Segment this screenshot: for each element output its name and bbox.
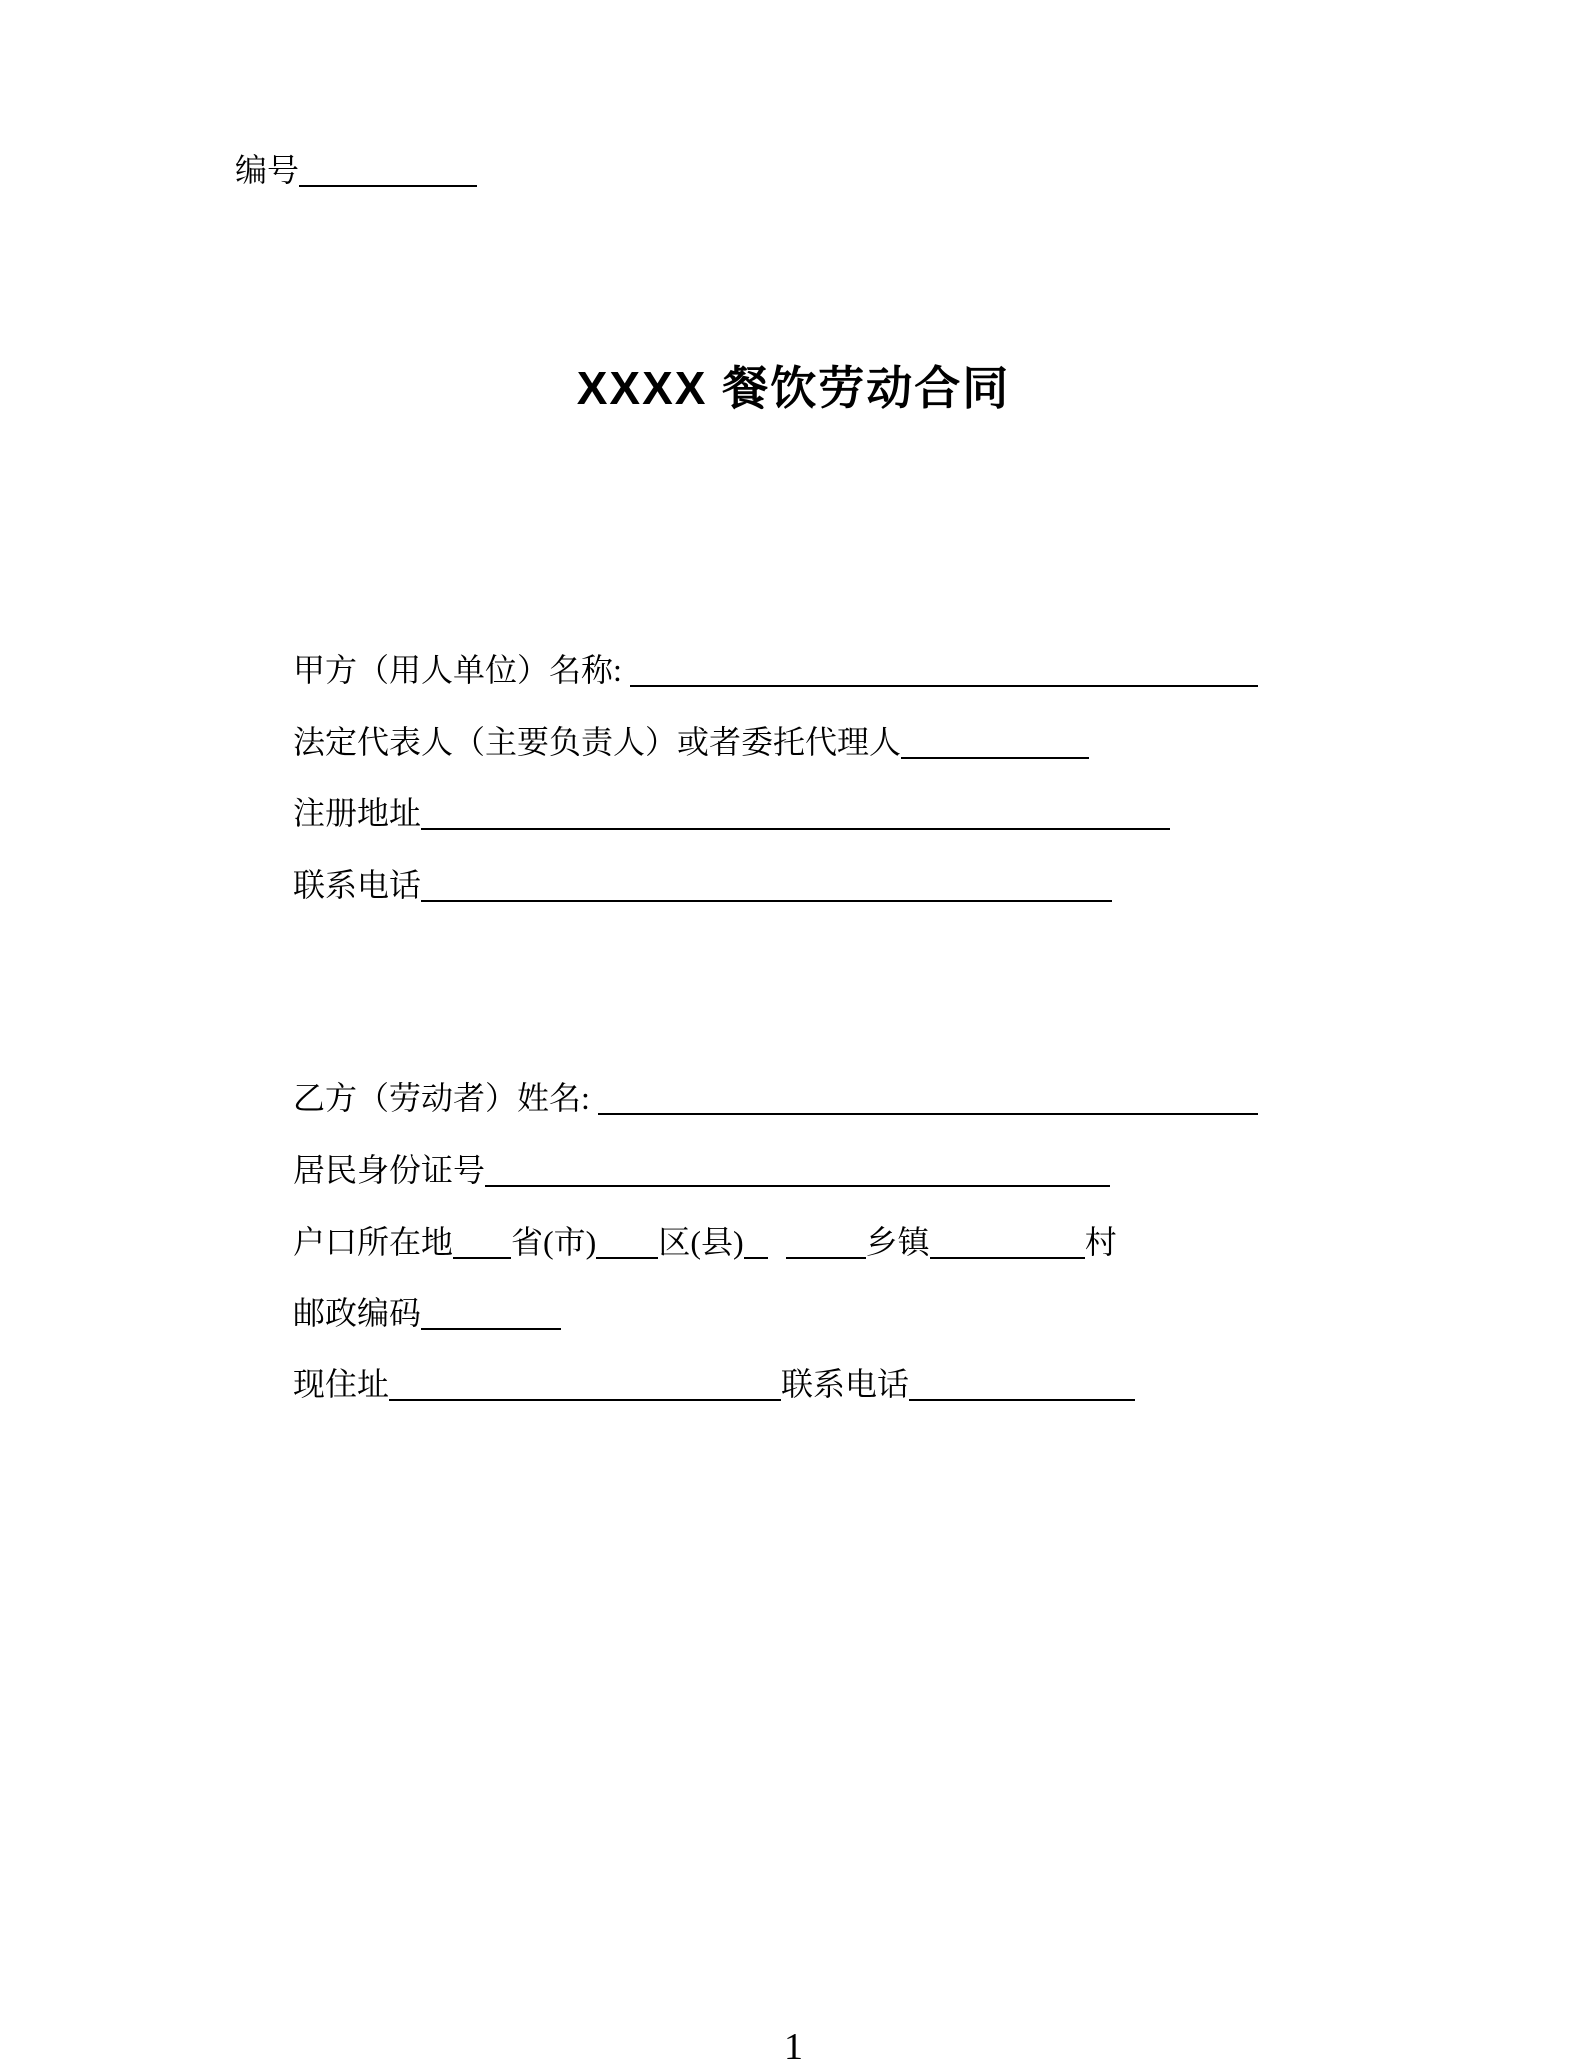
party-b-hukou-gap (768, 1243, 786, 1253)
party-b-district-label: 区(县) (658, 1224, 744, 1260)
party-b-id-line (293, 1148, 1110, 1192)
party-b-hukou-line (293, 1220, 1117, 1264)
party-b-address-blank (389, 1389, 781, 1401)
party-b-name-blank (598, 1103, 1258, 1115)
party-b-hukou-blank-2 (596, 1247, 658, 1259)
party-a-name-label: 甲方（用人单位）名称: (293, 652, 630, 688)
party-a-address-blank (421, 818, 1170, 830)
party-b-hukou-label: 户口所在地 (293, 1224, 454, 1260)
party-b-postcode-blank (421, 1318, 561, 1330)
party-b-township-label: 乡镇 (865, 1224, 930, 1260)
party-b-address-label: 现住址 (293, 1366, 390, 1402)
party-a-phone-label: 联系电话 (293, 867, 422, 903)
party-b-hukou-blank-4 (786, 1247, 866, 1259)
party-a-legal-rep-blank (901, 747, 1089, 759)
party-a-name-line (293, 648, 1258, 692)
party-a-legal-rep-label: 法定代表人（主要负责人）或者委托代理人 (293, 724, 902, 760)
party-a-phone-line (293, 863, 1112, 907)
party-a-name-blank (630, 675, 1258, 687)
party-b-hukou-blank-3 (744, 1247, 768, 1259)
party-b-id-blank (485, 1175, 1110, 1187)
serial-number-line (235, 148, 477, 192)
document-title: XXXX 餐饮劳动合同 (576, 362, 1011, 414)
party-b-name-label: 乙方（劳动者）姓名: (293, 1080, 598, 1116)
party-b-phone-blank (909, 1389, 1135, 1401)
party-b-hukou-blank-1 (453, 1247, 511, 1259)
party-b-id-label: 居民身份证号 (293, 1152, 486, 1188)
party-b-province-label: 省(市) (511, 1224, 597, 1260)
serial-blank-line (299, 175, 477, 187)
party-a-address-label: 注册地址 (293, 795, 422, 831)
page-number: 1 (784, 2026, 803, 2068)
party-b-postcode-line (293, 1291, 561, 1335)
party-b-name-line (293, 1076, 1258, 1120)
serial-label: 编号 (235, 152, 300, 188)
party-b-postcode-label: 邮政编码 (293, 1295, 422, 1331)
party-b-hukou-blank-5 (930, 1247, 1085, 1259)
party-a-phone-blank (421, 890, 1112, 902)
party-b-phone-label: 联系电话 (781, 1366, 910, 1402)
party-a-legal-rep-line (293, 720, 1089, 764)
party-a-address-line (293, 791, 1170, 835)
party-b-village-label: 村 (1084, 1224, 1117, 1260)
party-b-address-line (293, 1362, 1135, 1406)
